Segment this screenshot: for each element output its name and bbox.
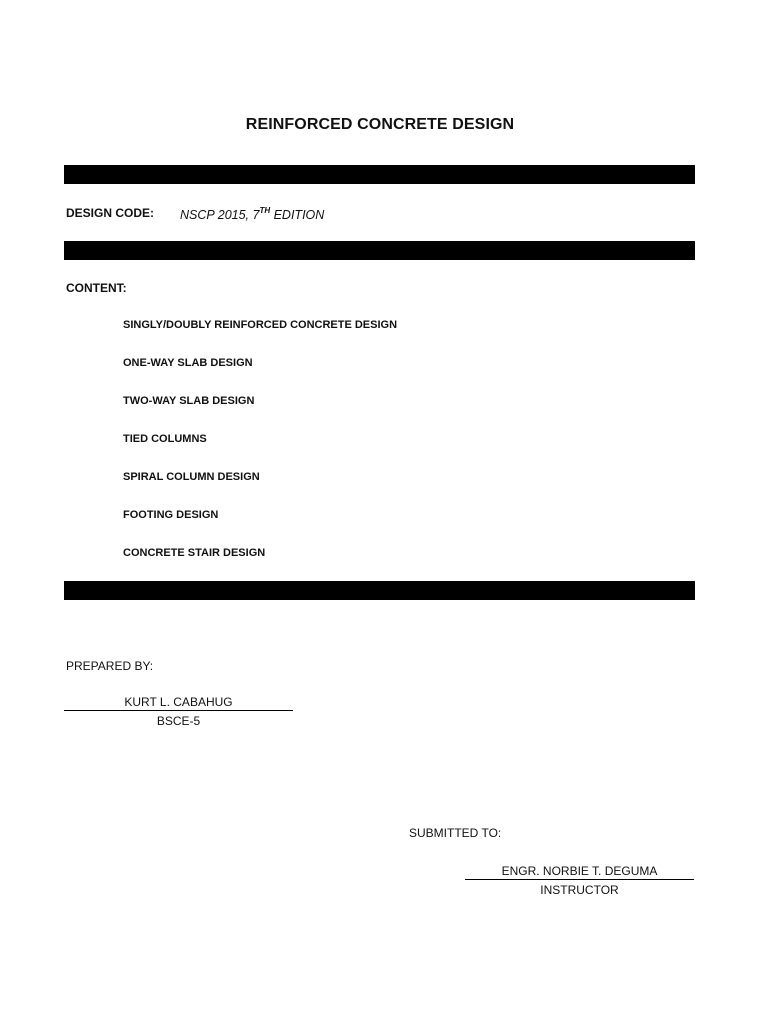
separator-bar-middle <box>64 241 695 260</box>
separator-bar-bottom <box>64 581 695 600</box>
preparer-role: BSCE-5 <box>156 714 201 728</box>
content-item: TWO-WAY SLAB DESIGN <box>123 395 255 407</box>
content-item: FOOTING DESIGN <box>123 509 219 521</box>
submitted-to-label: SUBMITTED TO: <box>409 826 502 840</box>
design-code-superscript: TH <box>259 206 271 215</box>
separator-bar-top <box>64 165 695 184</box>
content-item: TIED COLUMNS <box>123 433 207 445</box>
design-code-tail: EDITION <box>270 208 325 222</box>
content-list <box>123 318 397 584</box>
design-code-value <box>180 206 324 222</box>
page-title: REINFORCED CONCRETE DESIGN <box>245 116 515 133</box>
design-code-label: DESIGN CODE: <box>66 206 155 220</box>
content-item: SINGLY/DOUBLY REINFORCED CONCRETE DESIGN <box>123 319 398 331</box>
submitted-to-signature-block <box>465 864 694 898</box>
instructor-name: ENGR. NORBIE T. DEGUMA <box>465 864 694 880</box>
content-item: SPIRAL COLUMN DESIGN <box>123 471 260 483</box>
instructor-role: INSTRUCTOR <box>540 883 619 897</box>
design-code-main: NSCP 2015, 7 <box>180 208 260 222</box>
content-label: CONTENT: <box>66 281 127 295</box>
prepared-by-label: PREPARED BY: <box>66 659 154 673</box>
prepared-by-signature-block <box>64 695 293 729</box>
content-item: ONE-WAY SLAB DESIGN <box>123 357 253 369</box>
content-item: CONCRETE STAIR DESIGN <box>123 547 266 559</box>
preparer-name: KURT L. CABAHUG <box>64 695 293 711</box>
